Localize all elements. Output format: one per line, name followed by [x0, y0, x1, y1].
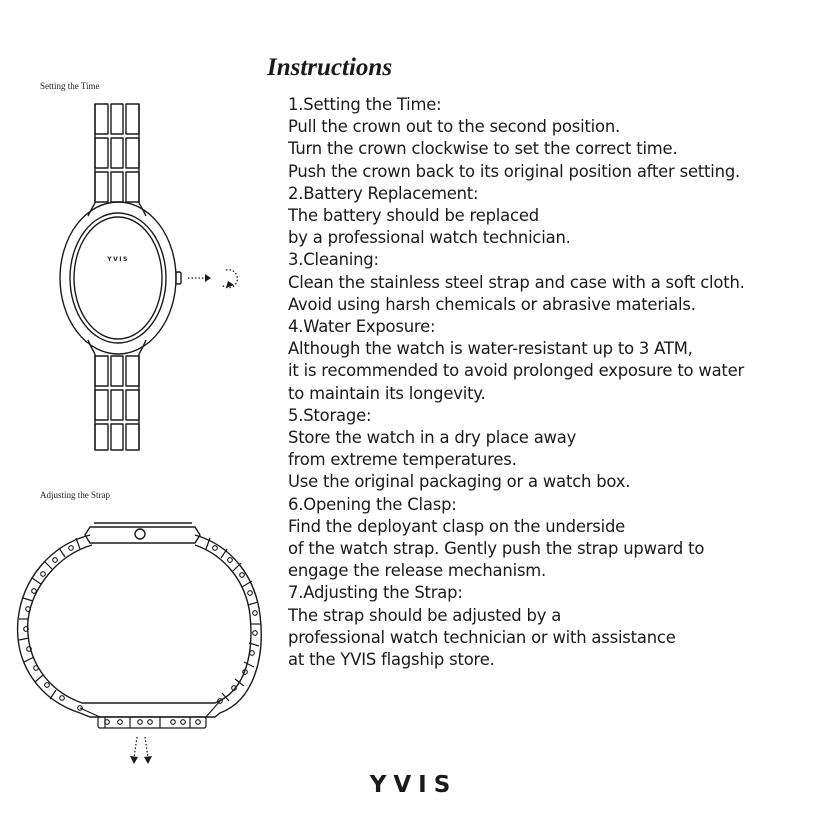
adjusting-strap-caption: Adjusting the Strap — [40, 490, 110, 500]
dotted-arrow-icon — [188, 274, 211, 282]
instruction-line: Avoid using harsh chemicals or abrasive materials. — [288, 294, 696, 314]
instruction-line: Turn the crown clockwise to set the correct time. — [288, 139, 678, 159]
watch-side-bracelet-icon — [10, 505, 270, 770]
instruction-line: 4.Water Exposure: — [288, 317, 436, 337]
setting-time-caption: Setting the Time — [40, 81, 100, 91]
instruction-line: 2.Battery Replacement: — [288, 183, 479, 203]
instruction-line: 7.Adjusting the Strap: — [288, 583, 463, 603]
instruction-line: it is recommended to avoid prolonged exposure to water — [288, 361, 745, 381]
instruction-line: 1.Setting the Time: — [288, 95, 442, 114]
dotted-down-arrows-icon — [130, 737, 152, 764]
instruction-line: The strap should be adjusted by a — [288, 605, 562, 625]
watch-front-icon — [40, 98, 250, 458]
instruction-line: by a professional watch technician. — [288, 228, 571, 248]
instruction-line: to maintain its longevity. — [288, 383, 486, 403]
instruction-line: from extreme temperatures. — [288, 450, 517, 470]
rotate-clockwise-icon — [222, 270, 237, 288]
instruction-line: at the YVIS flagship store. — [288, 650, 495, 670]
instruction-line: engage the release mechanism. — [288, 561, 547, 581]
dial-brand-text: YVIS — [107, 256, 129, 263]
brand-logo: YVIS — [369, 772, 458, 798]
instruction-line: 3.Cleaning: — [288, 250, 379, 270]
instruction-line: Although the watch is water-resistant up to 3 ATM, — [288, 339, 693, 359]
instruction-line: 5.Storage: — [288, 405, 372, 425]
instruction-line: Pull the crown out to the second position. — [288, 117, 621, 137]
instruction-line: of the watch strap. Gently push the strap upward to — [288, 539, 705, 559]
instruction-line: Push the crown back to its original position after setting. — [288, 161, 741, 181]
instruction-line: Use the original packaging or a watch box. — [288, 472, 631, 492]
instruction-line: Store the watch in a dry place away — [288, 428, 577, 448]
instruction-line: professional watch technician or with assistance — [288, 627, 676, 647]
instruction-line: The battery should be replaced — [288, 206, 539, 226]
instruction-line: Find the deployant clasp on the underside — [288, 516, 626, 536]
instruction-list — [288, 94, 745, 671]
instruction-line: 6.Opening the Clasp: — [288, 494, 457, 514]
page-title: Instructions — [267, 54, 393, 81]
instruction-line: Clean the stainless steel strap and case with a soft cloth. — [288, 272, 745, 292]
